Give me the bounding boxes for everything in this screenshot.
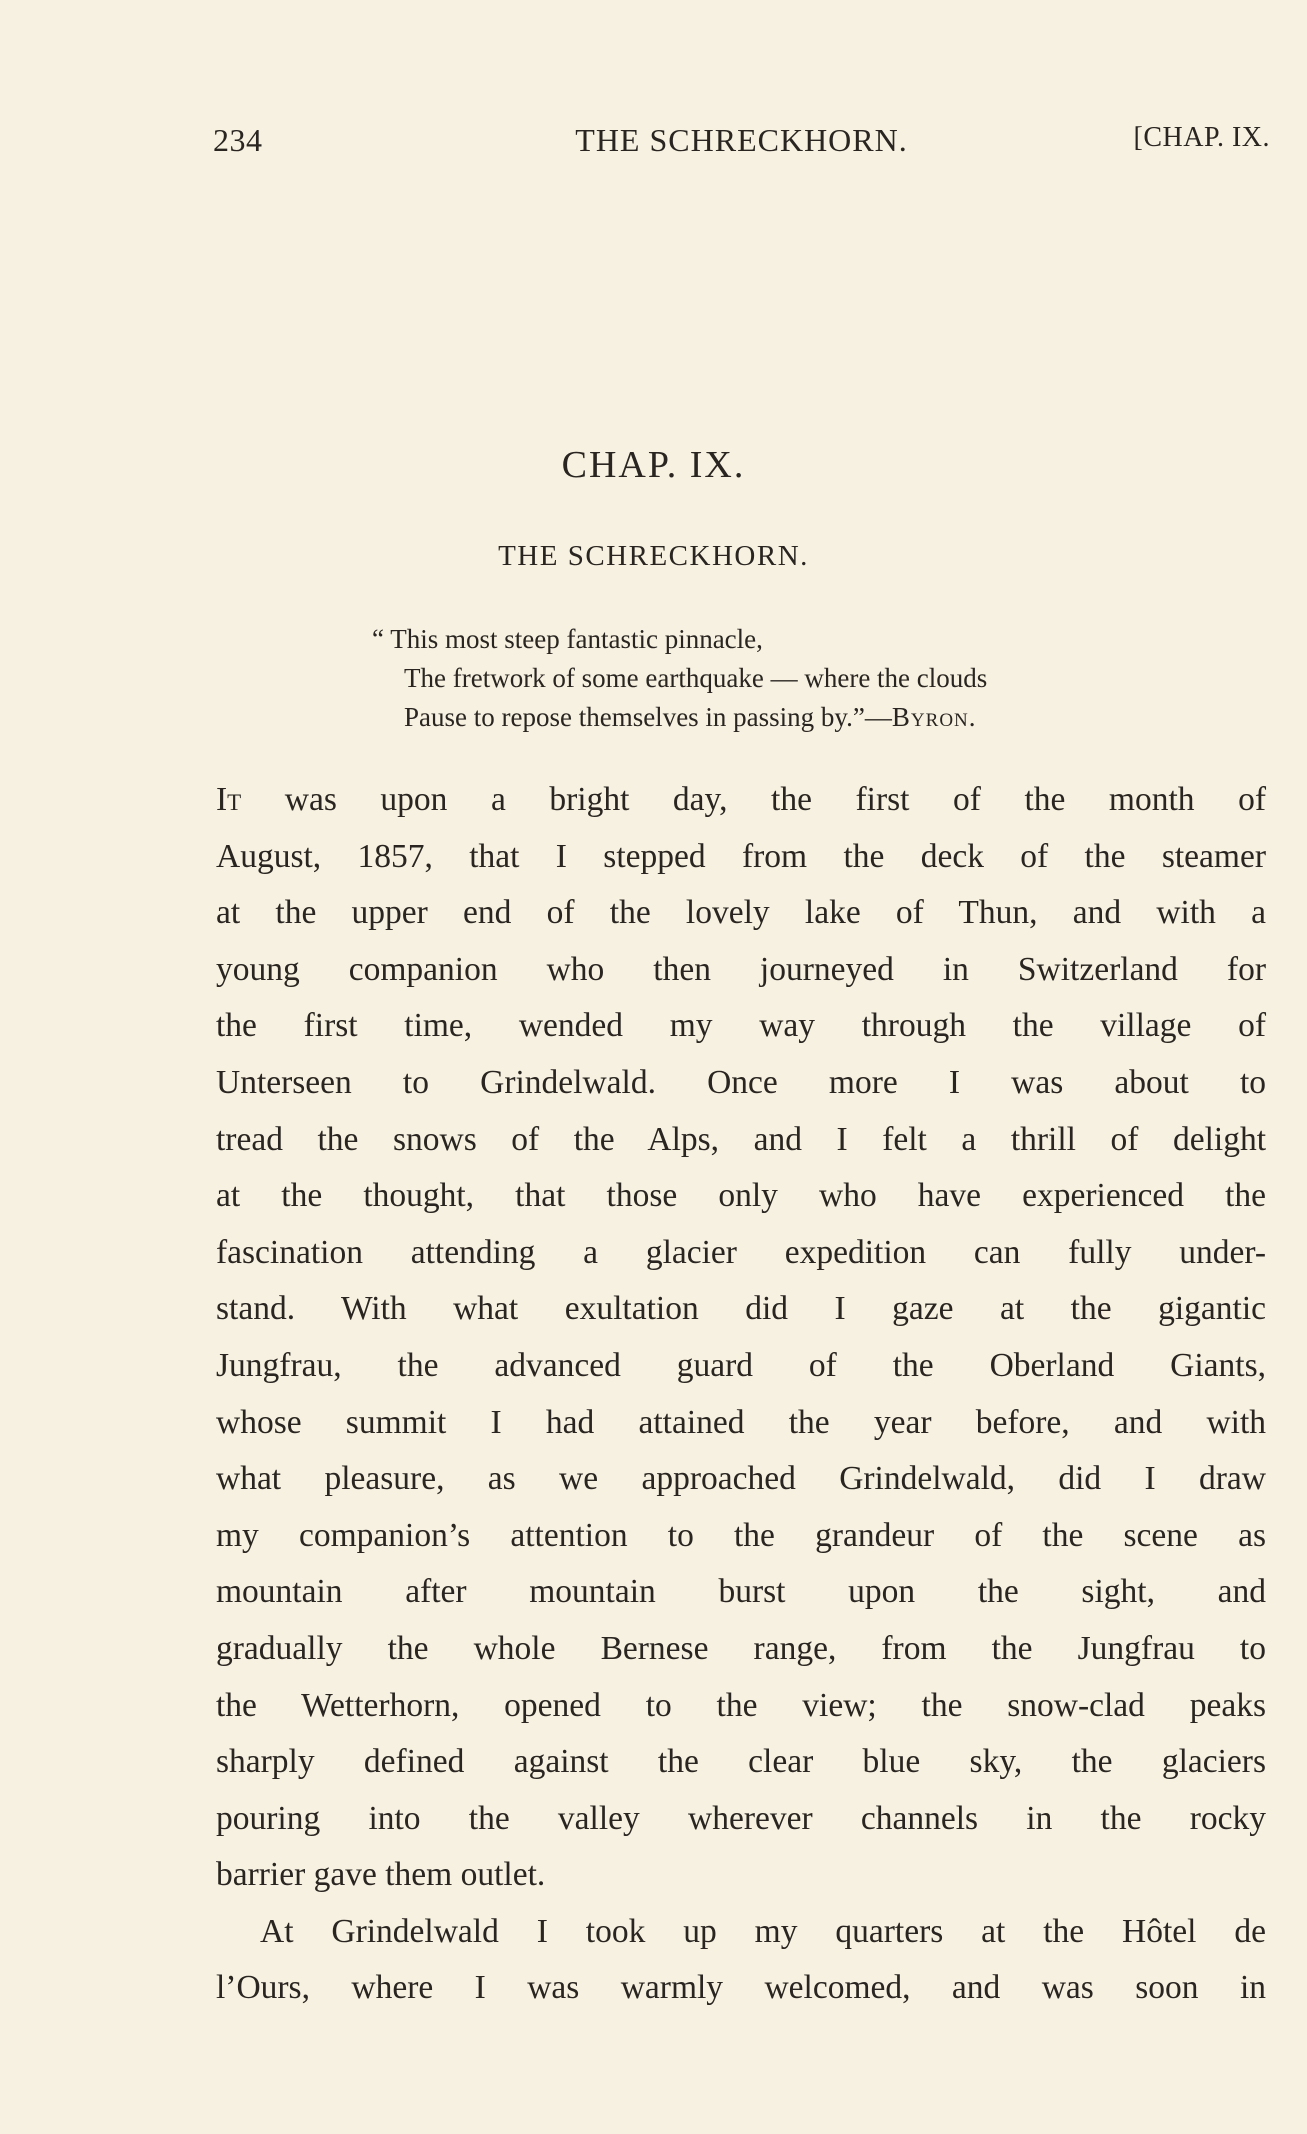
text-line: gradually the whole Bernese range, from the Jungfrau to [216,1629,1266,1667]
chapter-heading: CHAP. IX. [561,444,746,486]
running-head-title: THE SCHRECKHORN. [575,122,908,158]
text-line: stand. With what exultation did I gaze at the gigantic [216,1290,1266,1328]
text-line: fascination attending a glacier expedition can fully under- [216,1233,1266,1271]
text-line: sharply defined against the clear blue sky, the glaciers [216,1743,1266,1781]
text-line: the Wetterhorn, opened to the view; the snow-clad peaks [216,1686,1266,1724]
paragraph-2-line-2: l’Ours, where I was warmly welcomed, and was soon in [216,1969,1266,2007]
paragraph-2-line-1: At Grindelwald I took up my quarters at the Hôtel de [260,1912,1266,1950]
text-line: the first time, wended my way through the village of [216,1007,1266,1045]
epigraph-line-3 [404,698,1172,737]
text-line: at the thought, that those only who have experienced the [216,1177,1266,1215]
paragraph-1-last-line: barrier gave them outlet. [216,1856,546,1894]
epigraph-line-3-text: Pause to repose themselves in passing by.”— [404,702,892,732]
epigraph [372,620,1172,737]
body-text [216,772,1266,2017]
text-line: whose summit I had attained the year before, and with [216,1403,1266,1441]
paragraph-1-line-1 [216,772,1266,829]
paragraph-lead-word: It [216,781,242,818]
chapter-subtitle: THE SCHRECKHORN. [498,540,809,572]
text-line: August, 1857, that I stepped from the deck of the steamer [216,837,1266,875]
running-head-chapter: [CHAP. IX. [1133,122,1270,153]
paragraph-1-line-1-rest: was upon a bright day, the first of the month of [241,781,1266,818]
epigraph-line-2: The fretwork of some earthquake — where the clouds [404,663,988,693]
text-line: tread the snows of the Alps, and I felt a thrill of delight [216,1120,1266,1158]
text-line: at the upper end of the lovely lake of Thun, and with a [216,894,1266,932]
text-line: young companion who then journeyed in Switzerland for [216,950,1266,988]
text-line: mountain after mountain burst upon the sight, and [216,1573,1266,1611]
epigraph-line-1: “ This most steep fantastic pinnacle, [372,624,763,654]
page-number: 234 [213,122,263,158]
text-line: what pleasure, as we approached Grindelwald, did I draw [216,1460,1266,1498]
text-line: Unterseen to Grindelwald. Once more I was about to [216,1063,1266,1101]
text-line: pouring into the valley wherever channels in the rocky [216,1799,1266,1837]
epigraph-attribution: Byron. [891,702,977,732]
text-line: Jungfrau, the advanced guard of the Oberland Giants, [216,1346,1266,1384]
text-line: my companion’s attention to the grandeur of the scene as [216,1516,1266,1554]
running-head [213,122,1270,162]
